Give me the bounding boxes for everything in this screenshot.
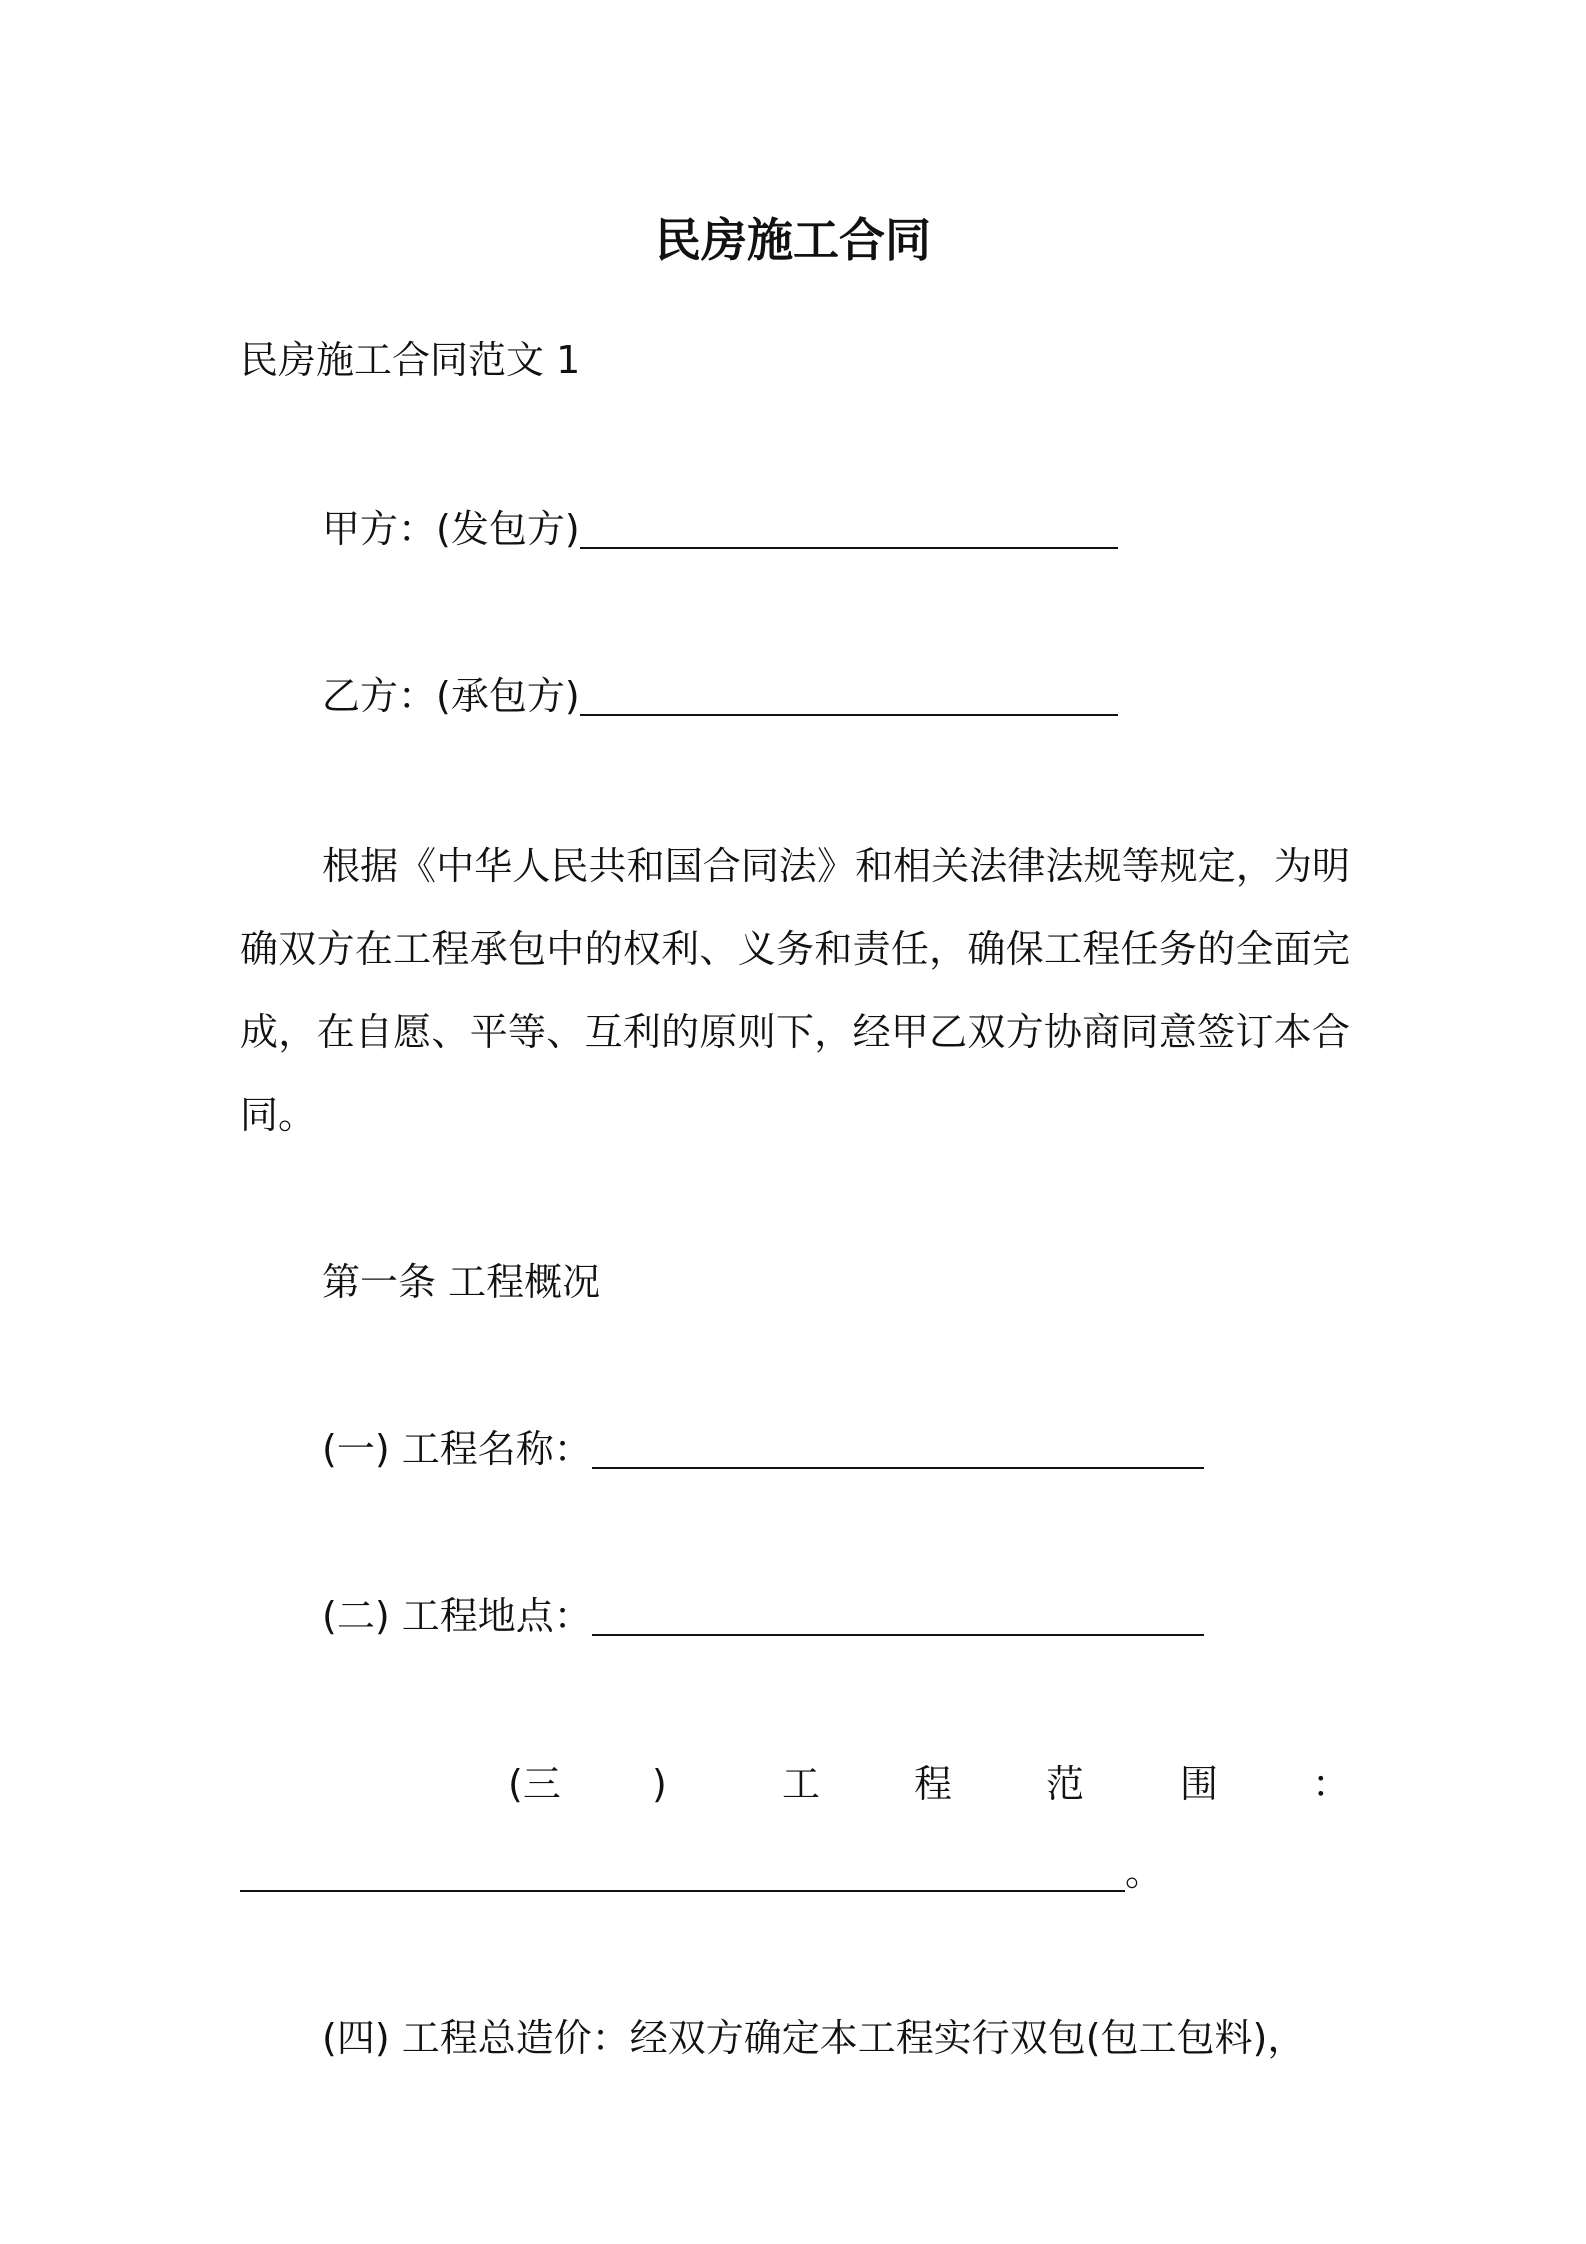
party-a-blank <box>580 507 1118 549</box>
item-1-label: (一) 工程名称： <box>322 1427 592 1471</box>
article-1-heading: 第一条 工程概况 <box>322 1260 601 1304</box>
item-4-line: (四) 工程总造价：经双方确定本工程实行双包(包工包料)， <box>322 2016 1306 2060</box>
item-3-char-2: 工 <box>782 1762 821 1806</box>
item-1-blank <box>592 1427 1204 1469</box>
item-3-char-3: 程 <box>914 1762 953 1806</box>
item-3-char-1: ) <box>652 1762 667 1806</box>
document-title: 民房施工合同 <box>655 213 931 267</box>
preamble-paragraph: 根据《中华人民共和国合同法》和相关法律法规等规定，为明确双方在工程承包中的权利、义务和责任，确保工程任务的全面完成，在自愿、平等、互利的原则下，经甲乙双方协商同意签订本合同。 <box>240 844 1350 1137</box>
item-1-line <box>322 1425 1204 1473</box>
item-3-char-6: ： <box>1312 1762 1351 1806</box>
party-a-line <box>322 505 1118 553</box>
document-subtitle: 民房施工合同范文 1 <box>240 338 581 382</box>
item-3-blank <box>240 1850 1125 1892</box>
party-b-line <box>322 672 1118 720</box>
item-3-char-4: 范 <box>1046 1762 1085 1806</box>
item-3-char-5: 围 <box>1180 1762 1219 1806</box>
item-2-label: (二) 工程地点： <box>322 1594 592 1638</box>
item-3-end: 。 <box>1125 1850 1164 1894</box>
item-3-char-0: (三 <box>508 1762 561 1806</box>
item-3-line <box>0 1760 1586 1810</box>
item-2-line <box>322 1592 1204 1640</box>
item-3-continuation <box>240 1848 1163 1896</box>
item-2-blank <box>592 1594 1204 1636</box>
party-a-label: 甲方：(发包方) <box>322 507 580 551</box>
party-b-blank <box>580 674 1118 716</box>
party-b-label: 乙方：(承包方) <box>322 674 580 718</box>
